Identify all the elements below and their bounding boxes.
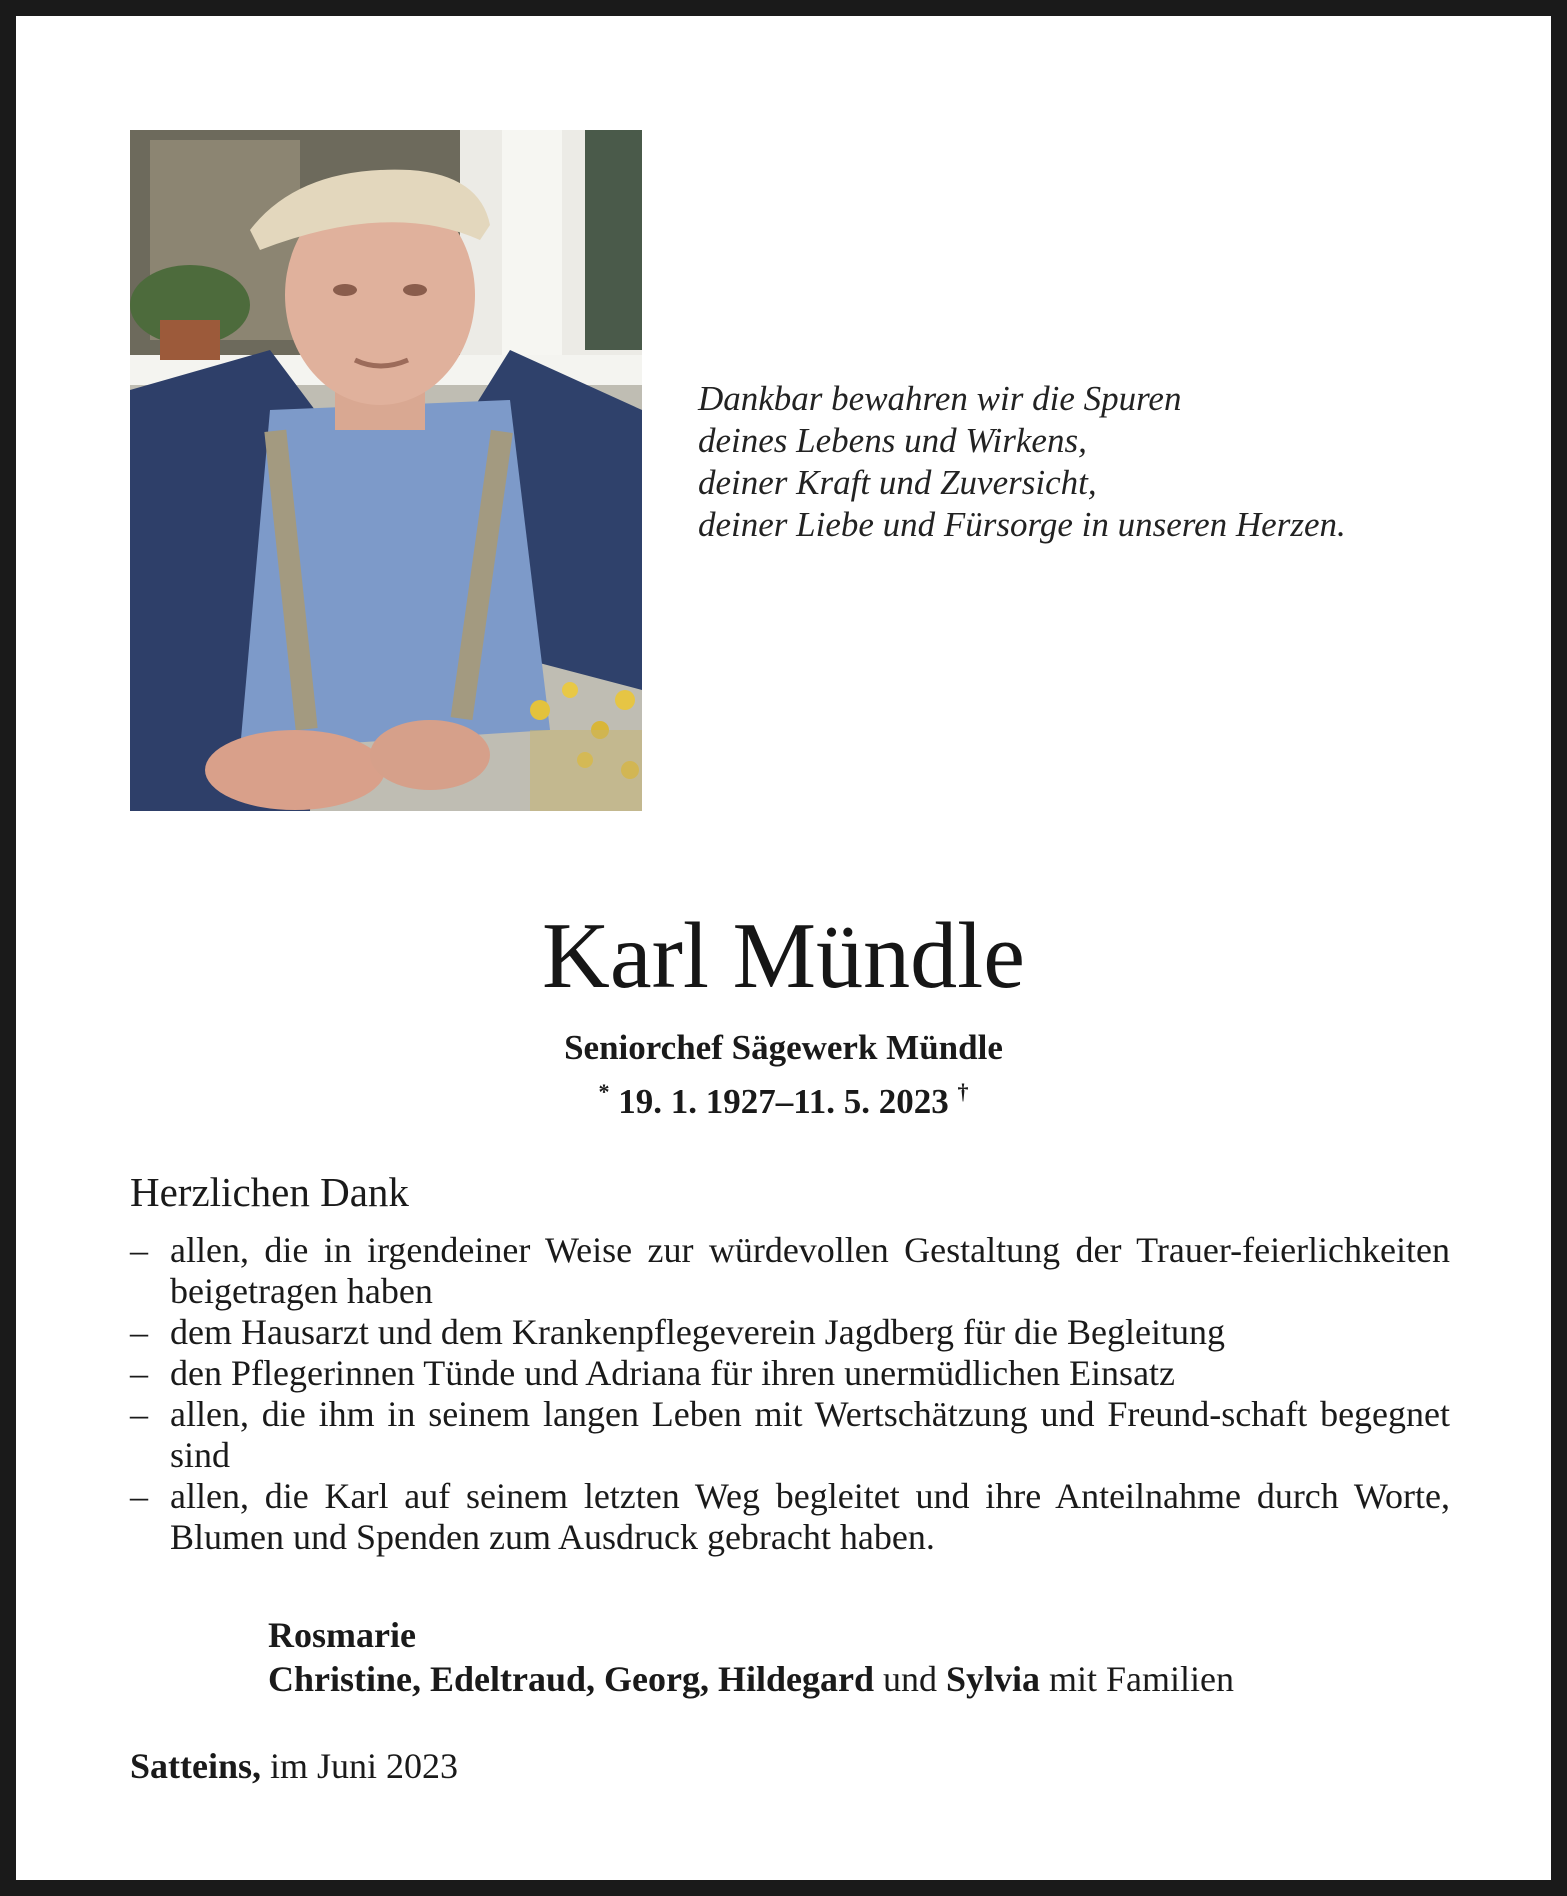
list-item-text: den Pflegerinnen Tünde und Adriana für ihren unermüdlichen Einsatz [170, 1353, 1176, 1393]
list-item [130, 1312, 1450, 1353]
signature-suffix: mit Familien [1049, 1659, 1235, 1699]
deceased-name: Karl Mündle [542, 904, 1025, 1008]
place-date-text: im Juni 2023 [270, 1746, 459, 1786]
list-item-text: dem Hausarzt und dem Krankenpflegeverein Jagdberg für die Begleitung [170, 1312, 1225, 1352]
birth-mark: * [598, 1079, 610, 1104]
portrait-illustration [130, 130, 642, 811]
death-mark: † [957, 1079, 969, 1104]
list-item-text: allen, die ihm in seinem langen Leben mit Wertschätzung und Freund-schaft begegnet sind [170, 1394, 1450, 1475]
life-dates [0, 1070, 1567, 1124]
signature-names: Christine, Edeltraud, Georg, Hildegard [268, 1659, 874, 1699]
memorial-quote [698, 378, 1346, 546]
portrait-photo [130, 130, 642, 811]
quote-line: deiner Liebe und Fürsorge in unseren Herzen. [698, 505, 1346, 544]
place-town: Satteins, [130, 1746, 262, 1786]
list-dash: – [130, 1394, 148, 1434]
thanks-list [130, 1230, 1450, 1558]
obituary-page [16, 16, 1551, 1880]
list-dash: – [130, 1476, 148, 1516]
signatures [268, 1613, 1234, 1701]
quote-line: Dankbar bewahren wir die Spuren [698, 379, 1182, 418]
signature-last: Sylvia [946, 1659, 1041, 1699]
signature-first: Rosmarie [268, 1615, 416, 1655]
date-separator: – [775, 1082, 794, 1121]
place-date [130, 1744, 458, 1788]
signature-conjunction: und [883, 1659, 937, 1699]
list-item-text: allen, die Karl auf seinem letzten Weg begleitet und ihre Anteilnahme durch Worte, Blumen und Spenden zum Ausdruck gebracht haben. [170, 1476, 1450, 1557]
death-date: 11. 5. 2023 [793, 1082, 949, 1121]
list-dash: – [130, 1312, 148, 1352]
list-item [130, 1230, 1450, 1312]
list-item [130, 1353, 1450, 1394]
list-item [130, 1394, 1450, 1476]
list-dash: – [130, 1230, 148, 1270]
list-item [130, 1476, 1450, 1558]
list-dash: – [130, 1353, 148, 1393]
quote-line: deines Lebens und Wirkens, [698, 421, 1087, 460]
quote-line: deiner Kraft und Zuversicht, [698, 463, 1097, 502]
deceased-role: Seniorchef Sägewerk Mündle [564, 1028, 1003, 1067]
birth-date: 19. 1. 1927 [618, 1082, 776, 1121]
list-item-text: allen, die in irgendeiner Weise zur würdevollen Gestaltung der Trauer-feierlichkeiten beigetragen haben [170, 1230, 1450, 1311]
thanks-heading: Herzlichen Dank [130, 1169, 409, 1215]
